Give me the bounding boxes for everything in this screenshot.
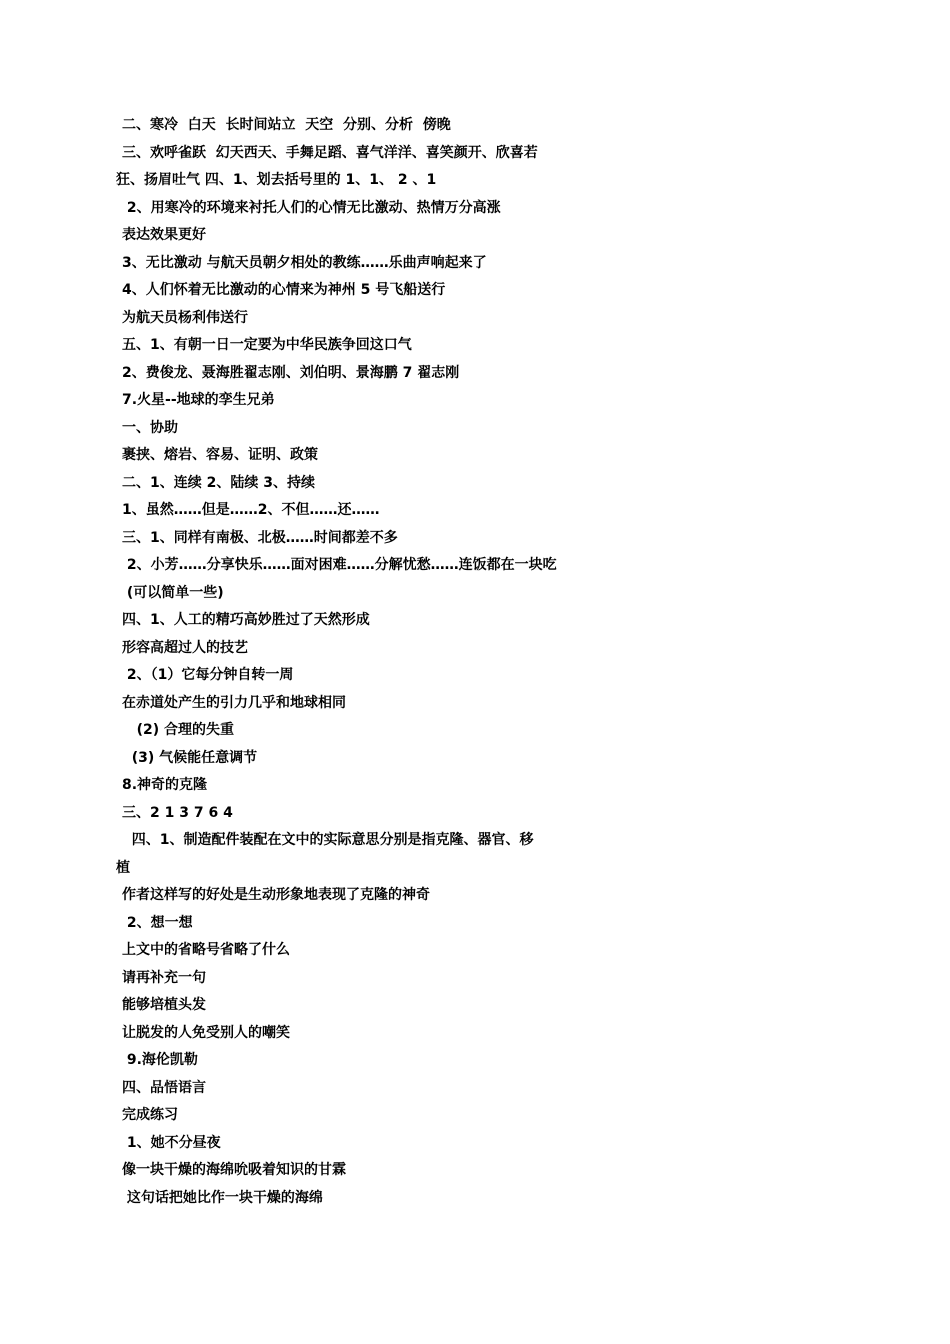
text-line: (2) 合理的失重 (122, 722, 235, 738)
text-line: 二、1、连续 2、陆续 3、持续 (122, 474, 315, 491)
text-line: 五、1、有朝一日一定要为中华民族争回这口气 (122, 337, 412, 353)
text-line: 三、2 1 3 7 6 4 (122, 804, 233, 821)
text-line: 表达效果更好 (122, 227, 206, 243)
text-line: 2、费俊龙、聂海胜翟志刚、刘伯明、景海鹏 7 翟志刚 (122, 364, 460, 381)
text-line: 能够培植头发 (122, 997, 206, 1013)
document-page (0, 112, 950, 1212)
text-line: 形容高超过人的技艺 (122, 639, 248, 656)
text-line: 植 (116, 859, 130, 876)
text-line: 这句话把她比作一块干燥的海绵 (122, 1189, 323, 1206)
text-line: 3、无比激动 与航天员朝夕相处的教练……乐曲声响起来了 (122, 254, 487, 271)
text-line: 2、小芳……分享快乐……面对困难……分解忧愁……连饭都在一块吃 (122, 557, 557, 573)
text-line: 让脱发的人免受别人的嘲笑 (122, 1024, 290, 1041)
text-line: 8.神奇的克隆 (122, 777, 208, 793)
text-line: 上文中的省略号省略了什么 (122, 942, 290, 958)
text-line: 狂、扬眉吐气 四、1、划去括号里的 1、1、 2 、1 (116, 172, 437, 188)
text-line: 1、虽然……但是……2、不但……还…… (122, 502, 380, 518)
text-line: 请再补充一句 (122, 969, 206, 986)
text-line: 2、用寒冷的环境来衬托人们的心情无比激动、热情万分高涨 (122, 199, 501, 216)
text-line: 2、（1）它每分钟自转一周 (122, 667, 294, 683)
text-line: 7.火星--地球的孪生兄弟 (122, 392, 275, 408)
text-line: 4、人们怀着无比激动的心情来为神州 5 号飞船送行 (122, 282, 446, 298)
text-line: 二、寒冷 白天 长时间站立 天空 分别、分析 傍晚 (122, 117, 451, 133)
text-line: 9.海伦凯勒 (122, 1052, 198, 1068)
text-line: 作者这样写的好处是生动形象地表现了克隆的神奇 (122, 887, 430, 903)
text-line: 为航天员杨利伟送行 (122, 309, 248, 326)
text-line: 一、协助 (122, 419, 178, 436)
text-line: 2、想一想 (122, 914, 193, 931)
text-line: 像一块干燥的海绵吮吸着知识的甘霖 (122, 1162, 346, 1178)
text-line: 三、1、同样有南极、北极……时间都差不多 (122, 529, 398, 546)
text-line: (可以简单一些) (122, 584, 224, 601)
text-line: 四、1、制造配件装配在文中的实际意思分别是指克隆、器官、移 (122, 832, 534, 848)
text-line: 四、1、人工的精巧高妙胜过了天然形成 (122, 612, 370, 628)
text-line: 三、欢呼雀跃 幻天西天、手舞足蹈、喜气洋洋、喜笑颜开、欣喜若 (122, 144, 538, 161)
text-line: 1、她不分昼夜 (122, 1134, 221, 1151)
text-line: 在赤道处产生的引力几乎和地球相同 (122, 694, 346, 711)
text-line: 完成练习 (122, 1107, 178, 1123)
text-line: 裹挟、熔岩、容易、证明、政策 (122, 447, 318, 463)
text-line: 四、品悟语言 (122, 1079, 206, 1096)
text-line: (3) 气候能任意调节 (122, 749, 258, 766)
